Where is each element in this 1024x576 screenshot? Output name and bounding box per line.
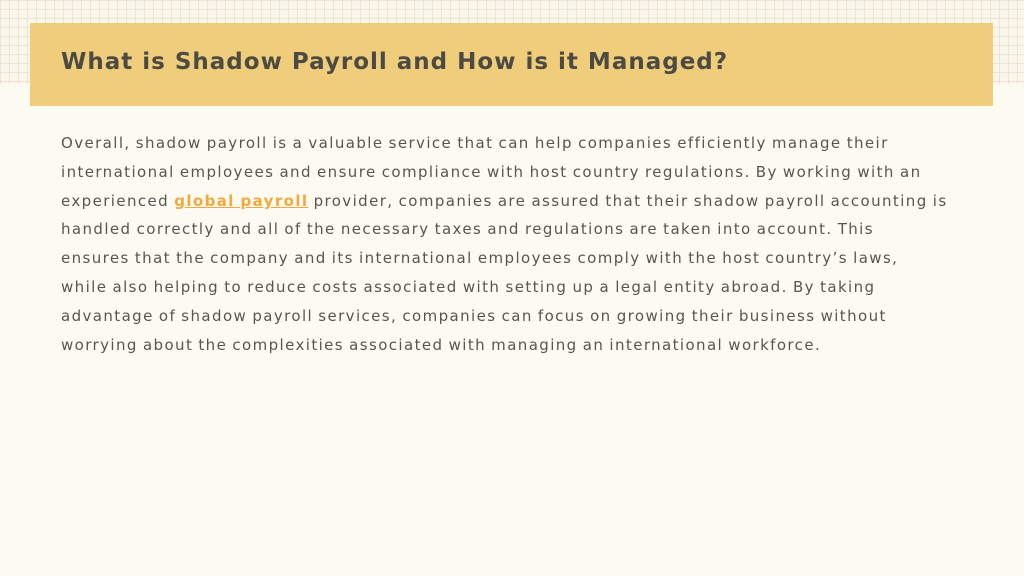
title-bar: [30, 23, 993, 106]
paragraph-line: worrying about the complexities associated with managing an international workforce.: [61, 335, 822, 354]
body-paragraph: [61, 129, 1001, 359]
paragraph-text: provider, companies are assured that their shadow payroll accounting is: [308, 191, 948, 210]
paragraph-line-with-link: [61, 187, 1001, 216]
paragraph-line: Overall, shadow payroll is a valuable service that can help companies efficiently manage their: [61, 134, 889, 152]
paragraph-line: ensures that the company and its international employees comply with the host country’s laws,: [61, 249, 899, 268]
paragraph-line: handled correctly and all of the necessary taxes and regulations are taken into account. This: [61, 220, 874, 239]
paragraph-line: while also helping to reduce costs associated with setting up a legal entity abroad. By taking: [61, 277, 876, 296]
paragraph-line: international employees and ensure compliance with host country regulations. By working with an: [61, 162, 922, 181]
paragraph-text: experienced: [61, 191, 175, 210]
paragraph-line: advantage of shadow payroll services, companies can focus on growing their business without: [61, 306, 887, 325]
global-payroll-link[interactable]: global payroll: [174, 191, 309, 210]
slide-title: What is Shadow Payroll and How is it Managed?: [61, 49, 729, 75]
